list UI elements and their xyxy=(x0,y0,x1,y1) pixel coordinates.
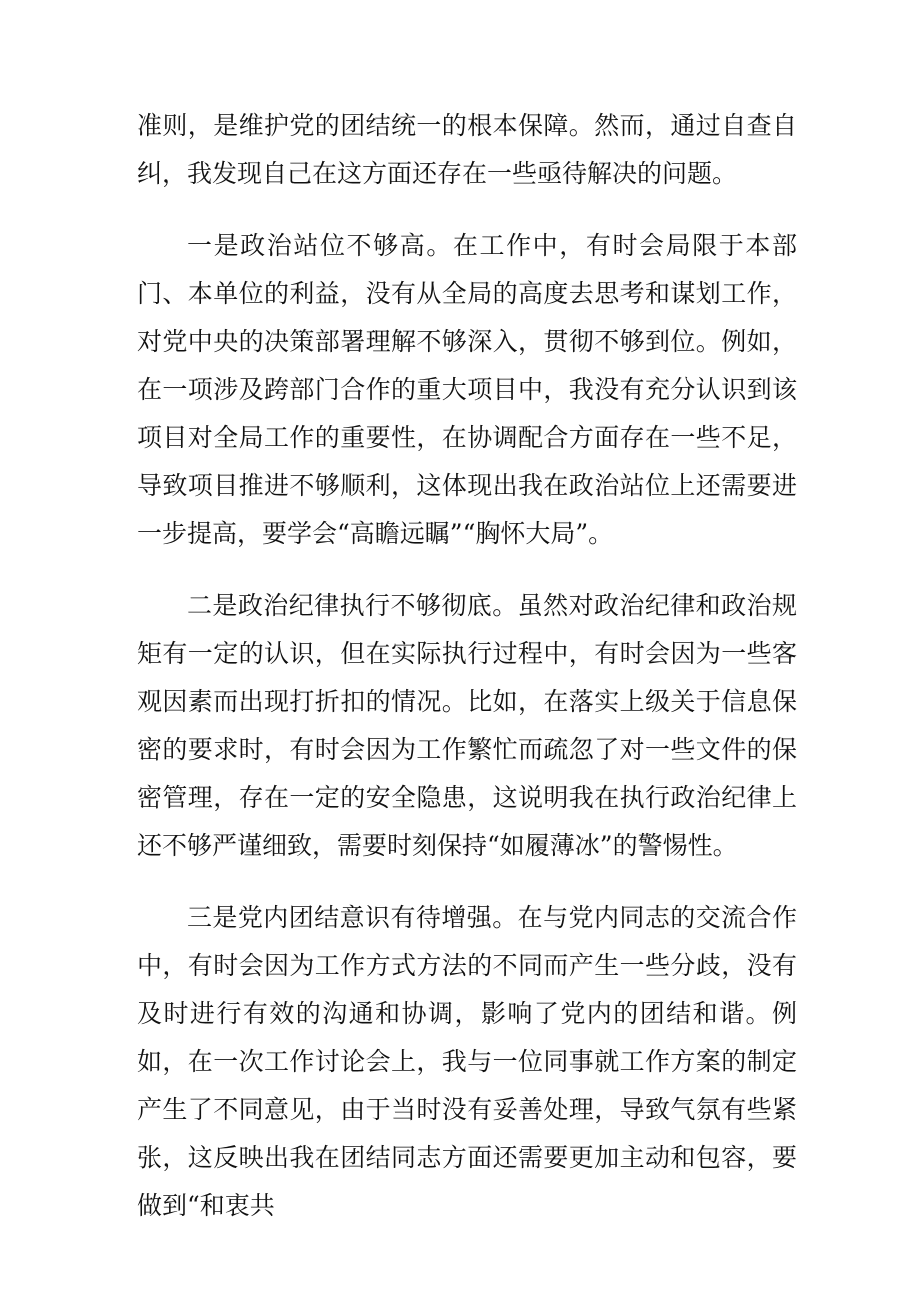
paragraph-political-discipline: 二是政治纪律执行不够彻底。虽然对政治纪律和政治规矩有一定的认识，但在实际执行过程中，有时会因为一些客观因素而出现打折扣的情况。比如，在落实上级关于信息保密的要求时，有时会因为工作繁忙而疏忽了对一些文件的保密管理，存在一定的安全隐患，这说明我在执行政治纪律上还不够严谨细致，需要时刻保持“如履薄冰”的警惕性。 xyxy=(137,591,797,860)
paragraph-party-unity: 三是党内团结意识有待增强。在与党内同志的交流合作中，有时会因为工作方式方法的不同而产生一些分歧，没有及时进行有效的沟通和协调，影响了党内的团结和谐。例如，在一次工作讨论会上，我与一位同事就工作方案的制定产生了不同意见，由于当时没有妥善处理，导致气氛有些紧张，这反映出我在团结同志方面还需要更加主动和包容，要做到“和衷共 xyxy=(137,903,797,1220)
paragraph-continuation: 准则，是维护党的团结统一的根本保障。然而，通过自查自纠，我发现自己在这方面还存在一些亟待解决的问题。 xyxy=(137,111,797,188)
paragraph-political-stance: 一是政治站位不够高。在工作中，有时会局限于本部门、本单位的利益，没有从全局的高度去思考和谋划工作，对党中央的决策部署理解不够深入，贯彻不够到位。例如，在一项涉及跨部门合作的重大项目中，我没有充分认识到该项目对全局工作的重要性，在协调配合方面存在一些不足，导致项目推进不够顺利，这体现出我在政治站位上还需要进一步提高，要学会“高瞻远瞩”“胸怀大局”。 xyxy=(137,231,797,548)
document-body xyxy=(137,102,797,1230)
